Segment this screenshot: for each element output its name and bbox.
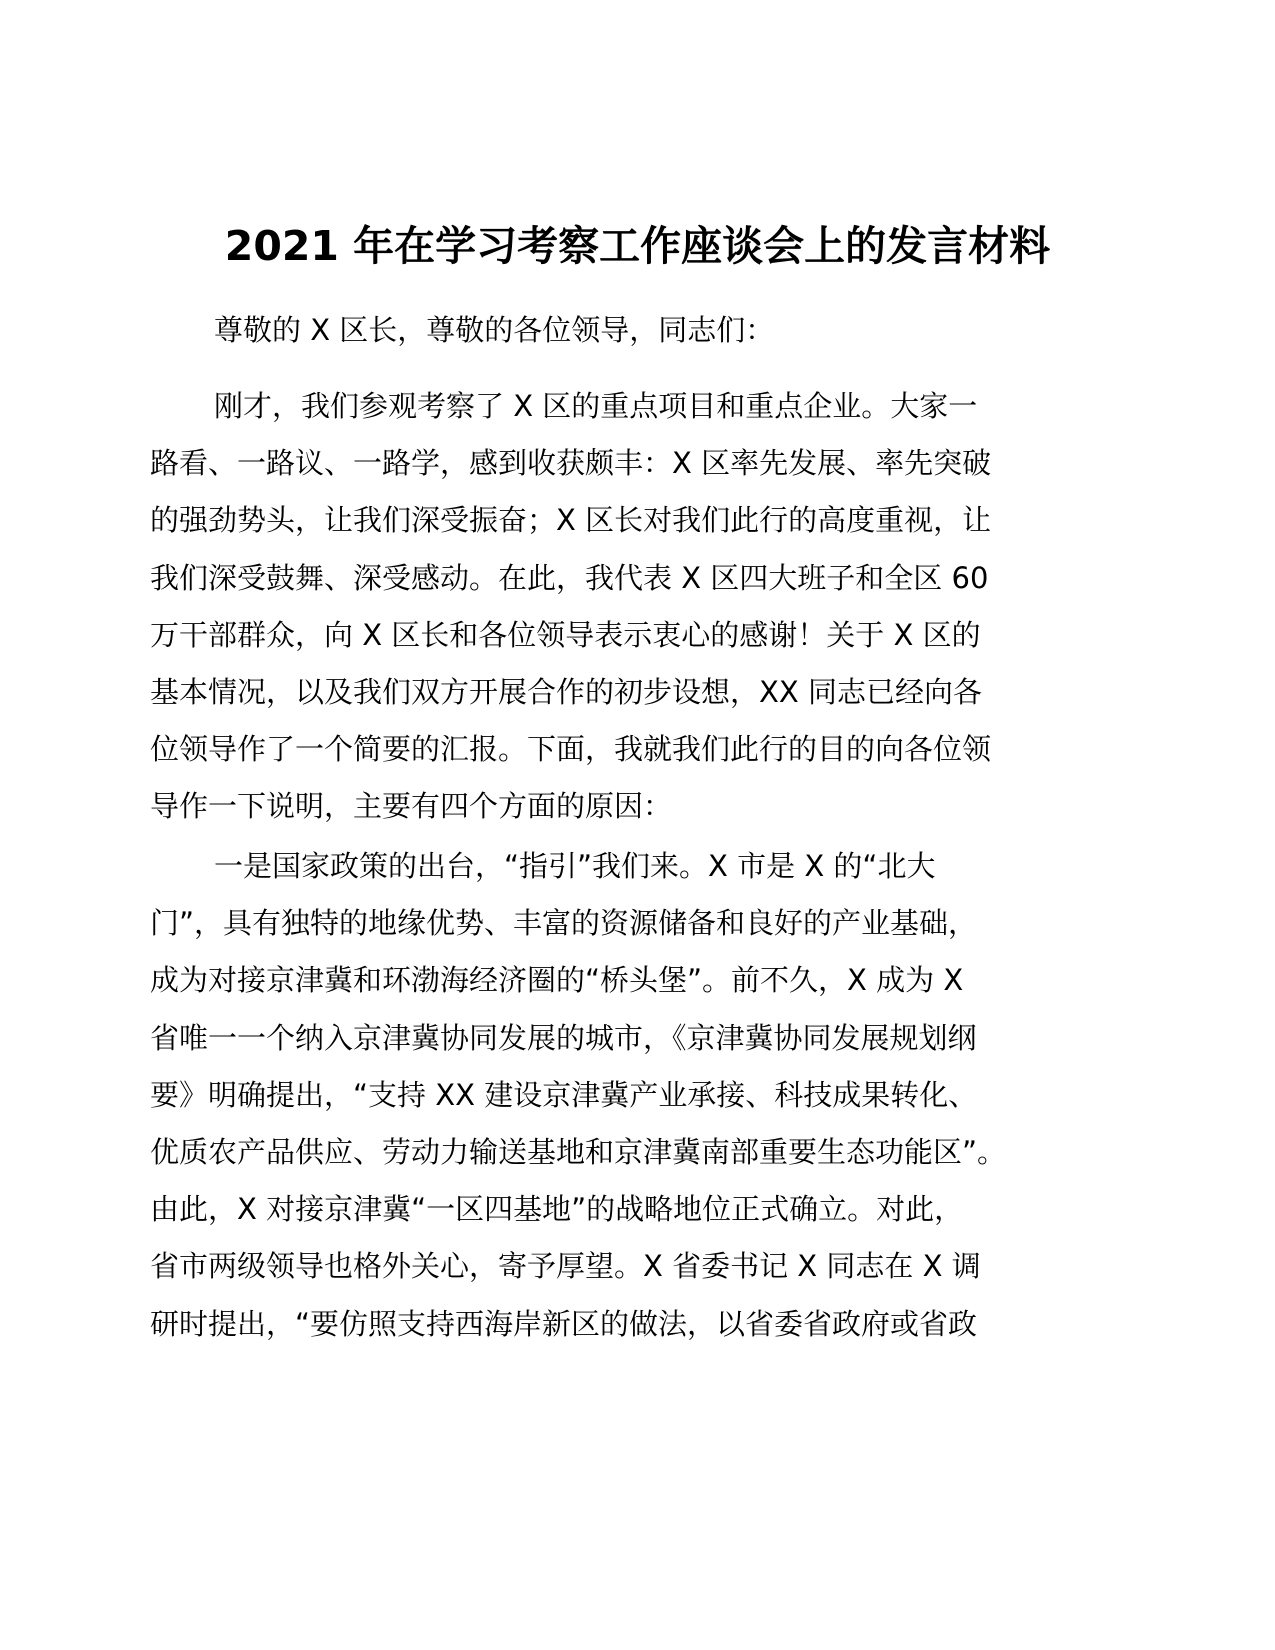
paragraph-line: 省市两级领导也格外关心，寄予厚望。X 省委书记 X 同志在 X 调 bbox=[150, 1249, 981, 1284]
paragraph-line: 省唯一一个纳入京津冀协同发展的城市，《京津冀协同发展规划纲 bbox=[150, 1020, 977, 1055]
paragraph-line: 位领导作了一个简要的汇报。下面，我就我们此行的目的向各位领 bbox=[150, 732, 992, 767]
paragraph-line: 门”，具有独特的地缘优势、丰富的资源储备和良好的产业基础， bbox=[150, 906, 978, 941]
document-title: 2021 年在学习考察工作座谈会上的发言材料 bbox=[224, 222, 1051, 270]
paragraph-line: 基本情况，以及我们双方开展合作的初步设想，XX 同志已经向各 bbox=[150, 674, 982, 709]
paragraph-line: 由此，X 对接京津冀“一区四基地”的战略地位正式确立。对此， bbox=[150, 1192, 964, 1227]
paragraph-line: 要》明确提出，“支持 XX 建设京津冀产业承接、科技成果转化、 bbox=[150, 1077, 978, 1112]
paragraph-line: 路看、一路议、一路学，感到收获颇丰：X 区率先发展、率先突破 bbox=[150, 446, 992, 481]
paragraph-line: 刚才，我们参观考察了 X 区的重点项目和重点企业。大家一 bbox=[214, 389, 978, 423]
paragraph-line: 成为对接京津冀和环渤海经济圈的“桥头堡”。前不久，X 成为 X bbox=[150, 963, 964, 998]
paragraph-opening bbox=[150, 378, 1125, 836]
paragraph-line: 研时提出，“要仿照支持西海岸新区的做法，以省委省政府或省政 bbox=[150, 1306, 978, 1341]
paragraph-line: 导作一下说明，主要有四个方面的原因： bbox=[150, 789, 673, 824]
paragraph-line: 优质农产品供应、劳动力输送基地和京津冀南部重要生态功能区”。 bbox=[150, 1134, 1007, 1169]
paragraph-line: 我们深受鼓舞、深受感动。在此，我代表 X 区四大班子和全区 60 bbox=[150, 560, 989, 595]
paragraph-line: 一是国家政策的出台，“指引”我们来。X 市是 X 的“北大 bbox=[214, 849, 936, 883]
paragraph-policy bbox=[150, 838, 1125, 1353]
paragraph-line: 万干部群众，向 X 区长和各位领导表示衷心的感谢！关于 X 区的 bbox=[150, 617, 981, 652]
paragraph-line: 的强劲势头，让我们深受振奋；X 区长对我们此行的高度重视，让 bbox=[150, 503, 992, 538]
salutation: 尊敬的 X 区长，尊敬的各位领导，同志们： bbox=[214, 313, 775, 347]
